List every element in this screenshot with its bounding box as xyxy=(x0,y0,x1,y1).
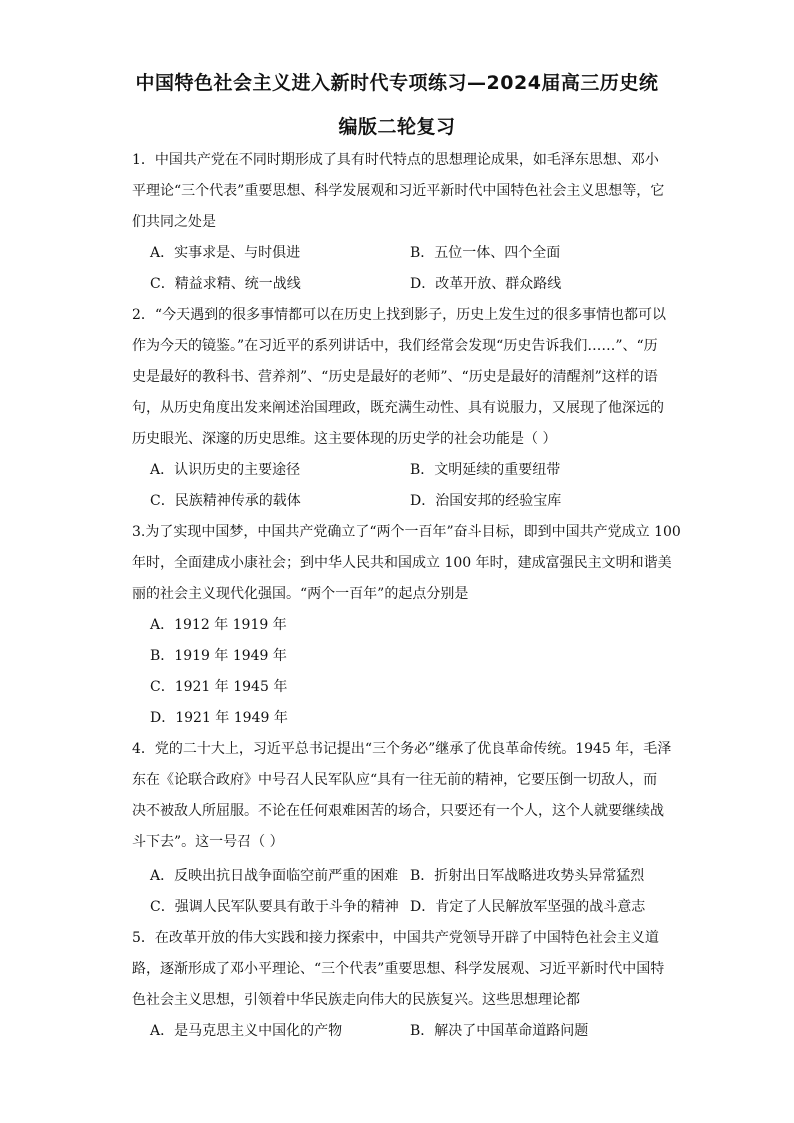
question-1-option-b[interactable]: B．五位一体、四个全面 xyxy=(410,245,561,261)
question-2-option-c[interactable]: C．民族精神传承的载体 xyxy=(150,493,301,509)
question-5-text-line-3: 色社会主义思想，引领着中华民族走向伟大的民族复兴。这些思想理论都 xyxy=(132,992,580,1008)
question-4-option-d[interactable]: D．肯定了人民解放军坚强的战斗意志 xyxy=(410,899,646,915)
question-2-text-line-2: 作为今天的镜鉴。”在习近平的系列讲话中，我们经常会发现“历史告诉我们……”、“历 xyxy=(132,338,658,354)
document-title-line-1: 中国特色社会主义进入新时代专项练习—2024届高三历史统 xyxy=(135,72,659,94)
question-2-option-a[interactable]: A．认识历史的主要途径 xyxy=(150,462,301,478)
question-1-option-a[interactable]: A．实事求是、与时俱进 xyxy=(150,245,301,261)
question-4-text-line-2: 东在《论联合政府》中号召人民军队应“具有一往无前的精神，它要压倒一切敌人，而 xyxy=(132,772,658,788)
question-2-text-line-3: 史是最好的教科书、营养剂”、“历史是最好的老师”、“历史是最好的清醒剂”这样的语 xyxy=(132,369,658,385)
document-title-line-2: 编版二轮复习 xyxy=(338,116,456,138)
question-5-option-a[interactable]: A．是马克思主义中国化的产物 xyxy=(150,1023,343,1039)
question-4-option-b[interactable]: B．折射出日军战略进攻势头异常猛烈 xyxy=(410,868,645,884)
question-2-text-line-4: 句，从历史角度出发来阐述治国理政，既充满生动性、具有说服力，又展现了他深远的 xyxy=(132,400,664,416)
question-1-option-d[interactable]: D．改革开放、群众路线 xyxy=(410,276,562,292)
question-3-option-b[interactable]: B．1919 年 1949 年 xyxy=(150,648,287,664)
question-5-text-line-2: 路，逐渐形成了邓小平理论、“三个代表”重要思想、科学发展观、习近平新时代中国特 xyxy=(132,961,665,977)
question-3-option-a[interactable]: A．1912 年 1919 年 xyxy=(150,617,287,633)
question-1-text-line-2: 平理论“三个代表”重要思想、科学发展观和习近平新时代中国特色社会主义思想等，它 xyxy=(132,183,665,199)
question-2-text-line-1: 2．“今天遇到的很多事情都可以在历史上找到影子，历史上发生过的很多事情也都可以 xyxy=(132,307,667,323)
question-3-text-line-3: 丽的社会主义现代化强国。“两个一百年”的起点分别是 xyxy=(132,586,469,602)
question-4-text-line-1: 4．党的二十大上，习近平总书记提出“三个务必”继承了优良革命传统。1945 年，毛泽 xyxy=(132,741,672,757)
question-5-text-line-1: 5．在改革开放的伟大实践和接力探索中，中国共产党领导开辟了中国特色社会主义道 xyxy=(132,930,659,946)
question-1-option-c[interactable]: C．精益求精、统一战线 xyxy=(150,276,301,292)
question-3-text-line-1: 3.为了实现中国梦，中国共产党确立了“两个一百年”奋斗目标，即到中国共产党成立 100 xyxy=(132,524,681,540)
question-2-option-b[interactable]: B．文明延续的重要纽带 xyxy=(410,462,561,478)
question-3-option-c[interactable]: C．1921 年 1945 年 xyxy=(150,679,288,695)
question-4-text-line-3: 决不被敌人所屈服。不论在任何艰难困苦的场合，只要还有一个人，这个人就要继续战 xyxy=(132,803,664,819)
question-4-option-c[interactable]: C．强调人民军队要具有敢于斗争的精神 xyxy=(150,899,399,915)
question-2-option-d[interactable]: D．治国安邦的经验宝库 xyxy=(410,493,562,509)
question-2-text-line-5: 历史眼光、深邃的历史思维。这主要体现的历史学的社会功能是（ ） xyxy=(132,431,557,447)
question-3-text-line-2: 年时，全面建成小康社会；到中华人民共和国成立 100 年时，建成富强民主文明和谐美 xyxy=(132,555,672,571)
question-5-option-b[interactable]: B．解决了中国革命道路问题 xyxy=(410,1023,589,1039)
question-1-text-line-1: 1．中国共产党在不同时期形成了具有时代特点的思想理论成果，如毛泽东思想、邓小 xyxy=(132,152,659,168)
question-4-text-line-4: 斗下去”。这一号召（ ） xyxy=(132,834,284,850)
question-3-option-d[interactable]: D．1921 年 1949 年 xyxy=(150,710,288,726)
question-1-text-line-3: 们共同之处是 xyxy=(132,214,216,230)
question-4-option-a[interactable]: A．反映出抗日战争面临空前严重的困难 xyxy=(150,868,399,884)
